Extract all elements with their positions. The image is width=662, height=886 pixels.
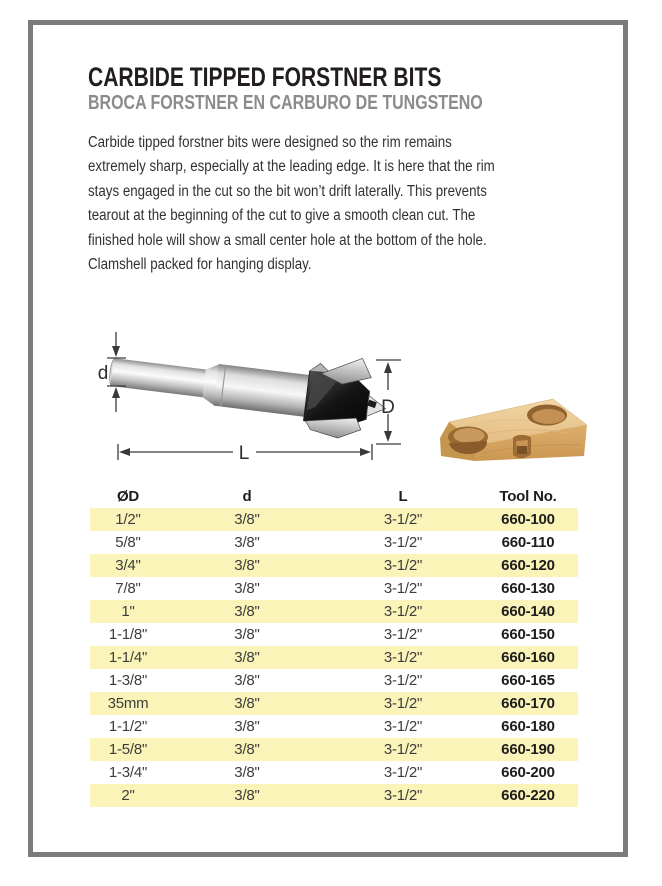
cell-l: 3-1/2" xyxy=(383,603,423,620)
forstner-bit-drawing xyxy=(70,318,420,478)
cell-d: 3/8" xyxy=(234,649,260,666)
cell-od: 1" xyxy=(121,603,135,620)
bit-body-group xyxy=(105,328,391,443)
cell-l: 3-1/2" xyxy=(383,741,423,758)
col-header-od: ØD xyxy=(116,487,140,505)
cell-d: 3/8" xyxy=(234,695,260,712)
cell-tool-no: 660-100 xyxy=(501,511,555,528)
description-line: tearout at the beginning of the cut to give a smooth clean cut. The xyxy=(88,207,476,225)
cell-tool-no: 660-220 xyxy=(501,787,555,804)
spec-table-header xyxy=(90,484,578,508)
cell-od: 35mm xyxy=(107,695,149,712)
cell-l: 3-1/2" xyxy=(383,695,423,712)
cell-tool-no: 660-150 xyxy=(501,626,555,643)
cell-l: 3-1/2" xyxy=(383,557,423,574)
cell-d: 3/8" xyxy=(234,787,260,804)
cell-tool-no: 660-110 xyxy=(501,534,555,551)
spec-table-body xyxy=(90,508,578,807)
cell-tool-no: 660-200 xyxy=(501,764,555,781)
table-row xyxy=(90,669,578,692)
description-line: Carbide tipped forstner bits were designed so the rim remains xyxy=(88,134,452,151)
table-row xyxy=(90,600,578,623)
label-L: L xyxy=(238,443,250,464)
label-D: D xyxy=(381,397,395,418)
table-row xyxy=(90,646,578,669)
table-row xyxy=(90,715,578,738)
cell-d: 3/8" xyxy=(234,672,260,689)
cell-tool-no: 660-165 xyxy=(501,672,555,689)
table-row xyxy=(90,577,578,600)
cell-od: 1-3/8" xyxy=(108,672,148,689)
cell-l: 3-1/2" xyxy=(383,649,423,666)
cell-l: 3-1/2" xyxy=(383,787,423,804)
cell-l: 3-1/2" xyxy=(383,534,423,551)
table-row xyxy=(90,784,578,807)
cell-od: 1-1/4" xyxy=(108,649,148,666)
drilled-hole-full xyxy=(527,405,567,426)
bit-barrel xyxy=(214,364,309,417)
cell-l: 3-1/2" xyxy=(383,764,423,781)
cell-od: 1-1/8" xyxy=(108,626,148,643)
cell-tool-no: 660-140 xyxy=(501,603,555,620)
cell-d: 3/8" xyxy=(234,764,260,781)
cell-od: 2" xyxy=(121,787,135,804)
table-row xyxy=(90,531,578,554)
cell-od: 1-3/4" xyxy=(108,764,148,781)
cell-d: 3/8" xyxy=(234,511,260,528)
cell-od: 1/2" xyxy=(115,511,141,528)
cell-d: 3/8" xyxy=(234,718,260,735)
cell-d: 3/8" xyxy=(234,580,260,597)
cell-od: 1-1/2" xyxy=(108,718,148,735)
cell-d: 3/8" xyxy=(234,626,260,643)
table-row xyxy=(90,761,578,784)
cell-tool-no: 660-130 xyxy=(501,580,555,597)
description-line: extremely sharp, especially at the leading edge. It is here that the rim xyxy=(88,158,495,176)
page-frame xyxy=(28,20,628,857)
page-subtitle: BROCA FORSTNER EN CARBURO DE TUNGSTENO xyxy=(88,91,483,114)
description-line: finished hole will show a small center hole at the bottom of the hole. xyxy=(88,231,487,249)
description-line: stays engaged in the cut so the bit won’t drift laterally. This prevents xyxy=(88,182,487,200)
label-d: d xyxy=(97,363,109,384)
cell-d: 3/8" xyxy=(234,534,260,551)
table-row xyxy=(90,554,578,577)
cell-l: 3-1/2" xyxy=(383,511,423,528)
table-row xyxy=(90,623,578,646)
cell-od: 1-5/8" xyxy=(108,741,148,758)
spec-table xyxy=(90,484,578,807)
cell-d: 3/8" xyxy=(234,557,260,574)
cell-tool-no: 660-190 xyxy=(501,741,555,758)
forstner-bit-diagram xyxy=(70,318,420,478)
cell-tool-no: 660-160 xyxy=(501,649,555,666)
drilled-hole-sectioned xyxy=(448,427,488,455)
sample-wood-block-photo xyxy=(435,383,590,463)
page-title: CARBIDE TIPPED FORSTNER BITS xyxy=(88,62,442,92)
wood-block-drawing xyxy=(435,383,590,463)
cell-tool-no: 660-180 xyxy=(501,718,555,735)
product-description xyxy=(88,131,495,277)
description-line: Clamshell packed for hanging display. xyxy=(88,256,312,274)
bit-head xyxy=(302,352,391,443)
cell-d: 3/8" xyxy=(234,741,260,758)
cell-l: 3-1/2" xyxy=(383,580,423,597)
table-row xyxy=(90,508,578,531)
col-header-l: L xyxy=(398,487,408,505)
cell-od: 7/8" xyxy=(115,580,141,597)
cell-l: 3-1/2" xyxy=(383,626,423,643)
cell-d: 3/8" xyxy=(234,603,260,620)
col-header-d: d xyxy=(242,487,252,505)
cell-od: 5/8" xyxy=(115,534,141,551)
table-row xyxy=(90,692,578,715)
cell-l: 3-1/2" xyxy=(383,672,423,689)
cell-tool-no: 660-170 xyxy=(501,695,555,712)
table-row xyxy=(90,738,578,761)
bit-shank xyxy=(110,358,206,397)
cell-tool-no: 660-120 xyxy=(501,557,555,574)
drilled-notch xyxy=(513,435,531,458)
cell-l: 3-1/2" xyxy=(383,718,423,735)
cell-od: 3/4" xyxy=(115,557,141,574)
col-header-tool-no: Tool No. xyxy=(499,487,557,505)
